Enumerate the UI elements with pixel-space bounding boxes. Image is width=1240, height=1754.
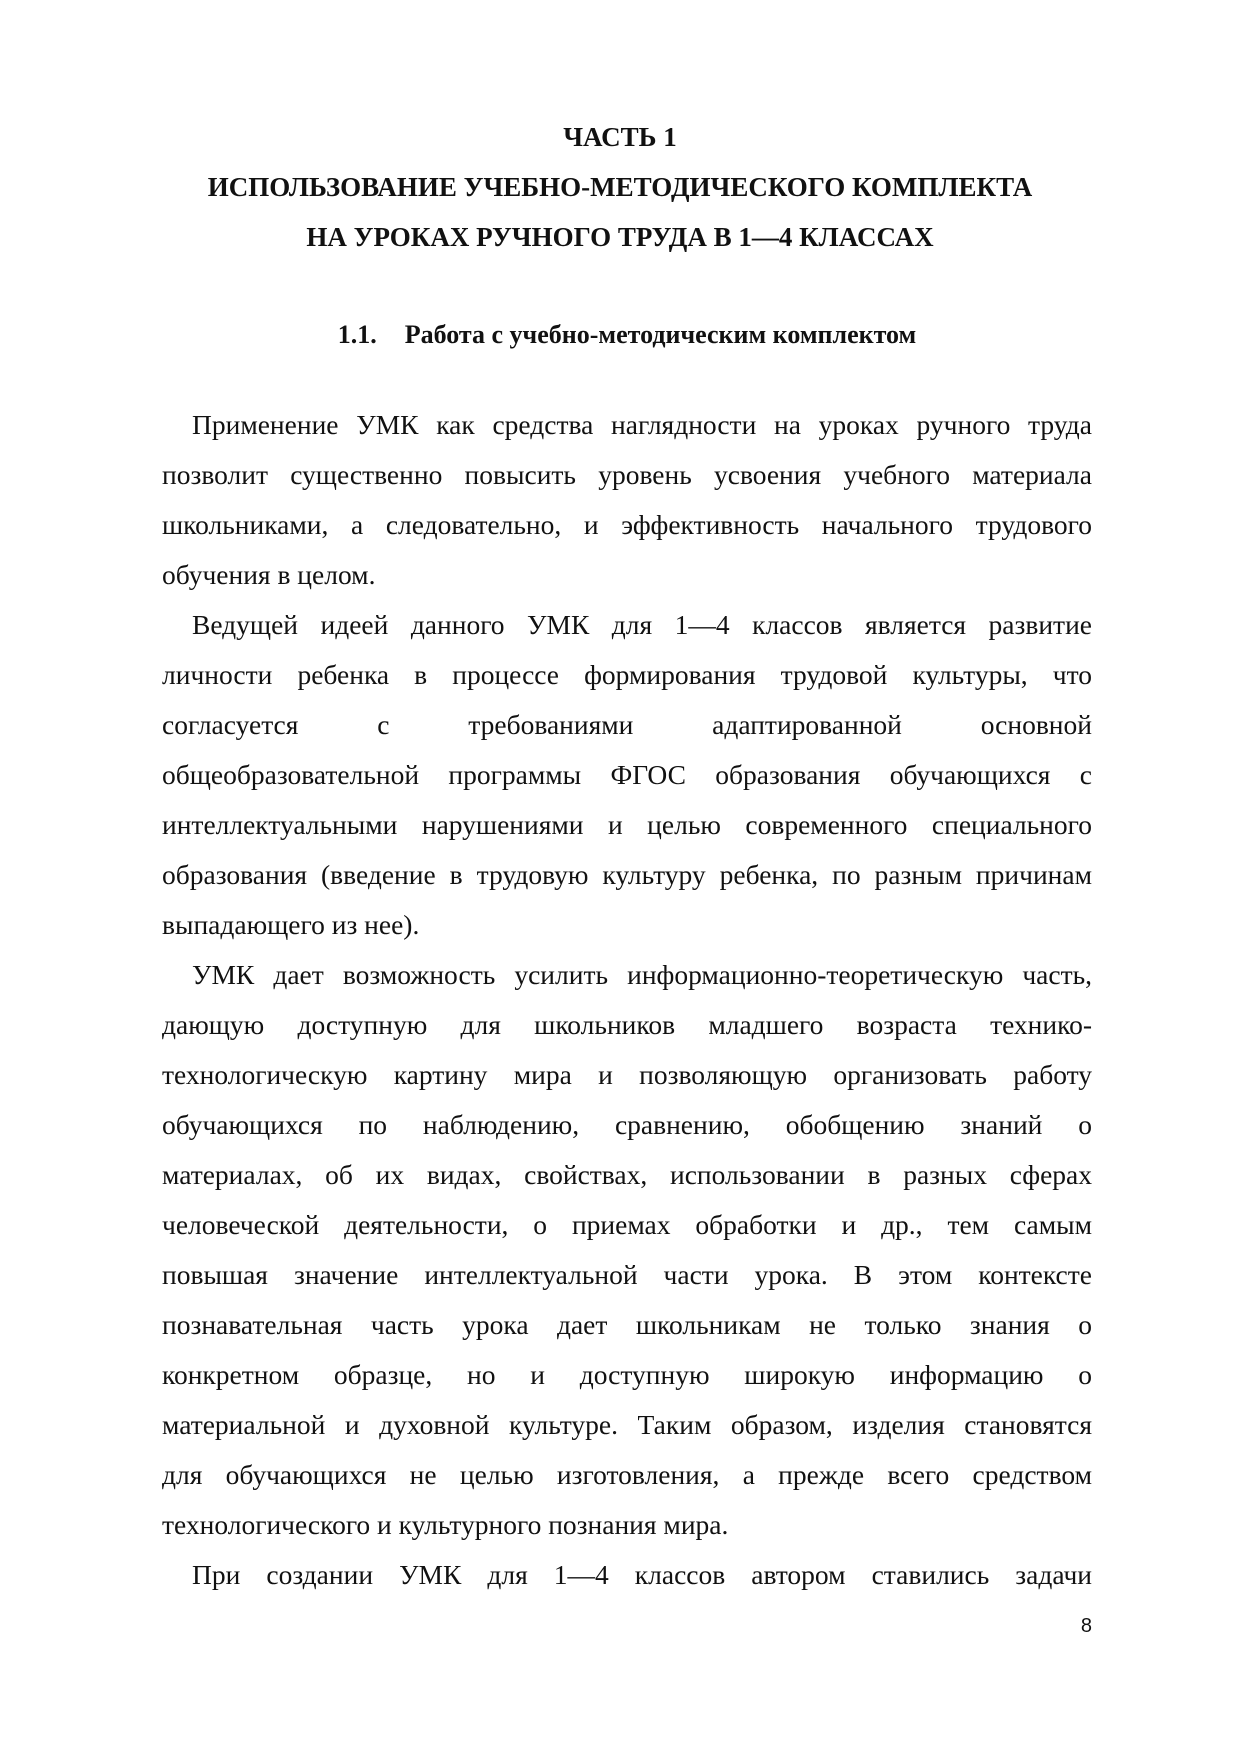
page-number: 8 <box>1080 1615 1092 1637</box>
paragraph <box>162 600 1092 950</box>
text-line: технологическую картину мира и позволяющую организовать работу <box>162 1059 1092 1090</box>
text-line: Применение УМК как средства наглядности на уроках ручного труда <box>192 409 1092 440</box>
text-line: материальной и духовной культуре. Таким образом, изделия становятся <box>162 1409 1092 1440</box>
text-line: технологического и культурного познания мира. <box>162 1509 729 1540</box>
text-line: познавательная часть урока дает школьникам не только знания о <box>162 1309 1092 1340</box>
chapter-title-line-1: ИСПОЛЬЗОВАНИЕ УЧЕБНО-МЕТОДИЧЕСКОГО КОМПЛЕКТА <box>207 172 1033 202</box>
text-line: дающую доступную для школьников младшего возраста технико- <box>162 1009 1092 1040</box>
text-line: повышая значение интеллектуальной части урока. В этом контексте <box>162 1259 1092 1290</box>
text-line: конкретном образце, но и доступную широкую информацию о <box>162 1359 1092 1390</box>
paragraph <box>162 950 1092 1550</box>
text-line: интеллектуальными нарушениями и целью современного специального <box>162 809 1092 840</box>
text-line: человеческой деятельности, о приемах обработки и др., тем самым <box>162 1209 1092 1240</box>
text-line: выпадающего из нее). <box>162 909 420 940</box>
text-line: для обучающихся не целью изготовления, а прежде всего средством <box>162 1459 1092 1490</box>
text-line: личности ребенка в процессе формирования трудовой культуры, что <box>162 659 1092 690</box>
text-line: УМК дает возможность усилить информационно-теоретическую часть, <box>192 959 1092 990</box>
text-line: При создании УМК для 1—4 классов автором ставились задачи <box>192 1559 1092 1590</box>
chapter-title-line-2: НА УРОКАХ РУЧНОГО ТРУДА В 1—4 КЛАССАХ <box>306 222 934 252</box>
section-number: 1.1. <box>337 320 377 349</box>
text-line: Ведущей идеей данного УМК для 1—4 классов является развитие <box>192 609 1092 640</box>
text-line: школьниками, а следовательно, и эффективность начального трудового <box>162 509 1092 540</box>
text-line: материалах, об их видах, свойствах, использовании в разных сферах <box>162 1159 1092 1190</box>
text-line: обучения в целом. <box>162 559 376 590</box>
body-text <box>162 400 1092 1600</box>
text-line: общеобразовательной программы ФГОС образования обучающихся с <box>162 759 1092 790</box>
text-line: образования (введение в трудовую культуру ребенка, по разным причинам <box>162 859 1092 890</box>
section-heading <box>162 318 1092 352</box>
paragraph <box>162 1550 1092 1600</box>
section-title: Работа с учебно-методическим комплектом <box>404 320 917 349</box>
text-line: согласуется с требованиями адаптированной основной <box>162 709 1092 740</box>
part-heading: ЧАСТЬ 1 <box>563 122 677 152</box>
text-line: позволит существенно повысить уровень усвоения учебного материала <box>162 459 1092 490</box>
text-line: обучающихся по наблюдению, сравнению, обобщению знаний о <box>162 1109 1092 1140</box>
paragraph <box>162 400 1092 600</box>
